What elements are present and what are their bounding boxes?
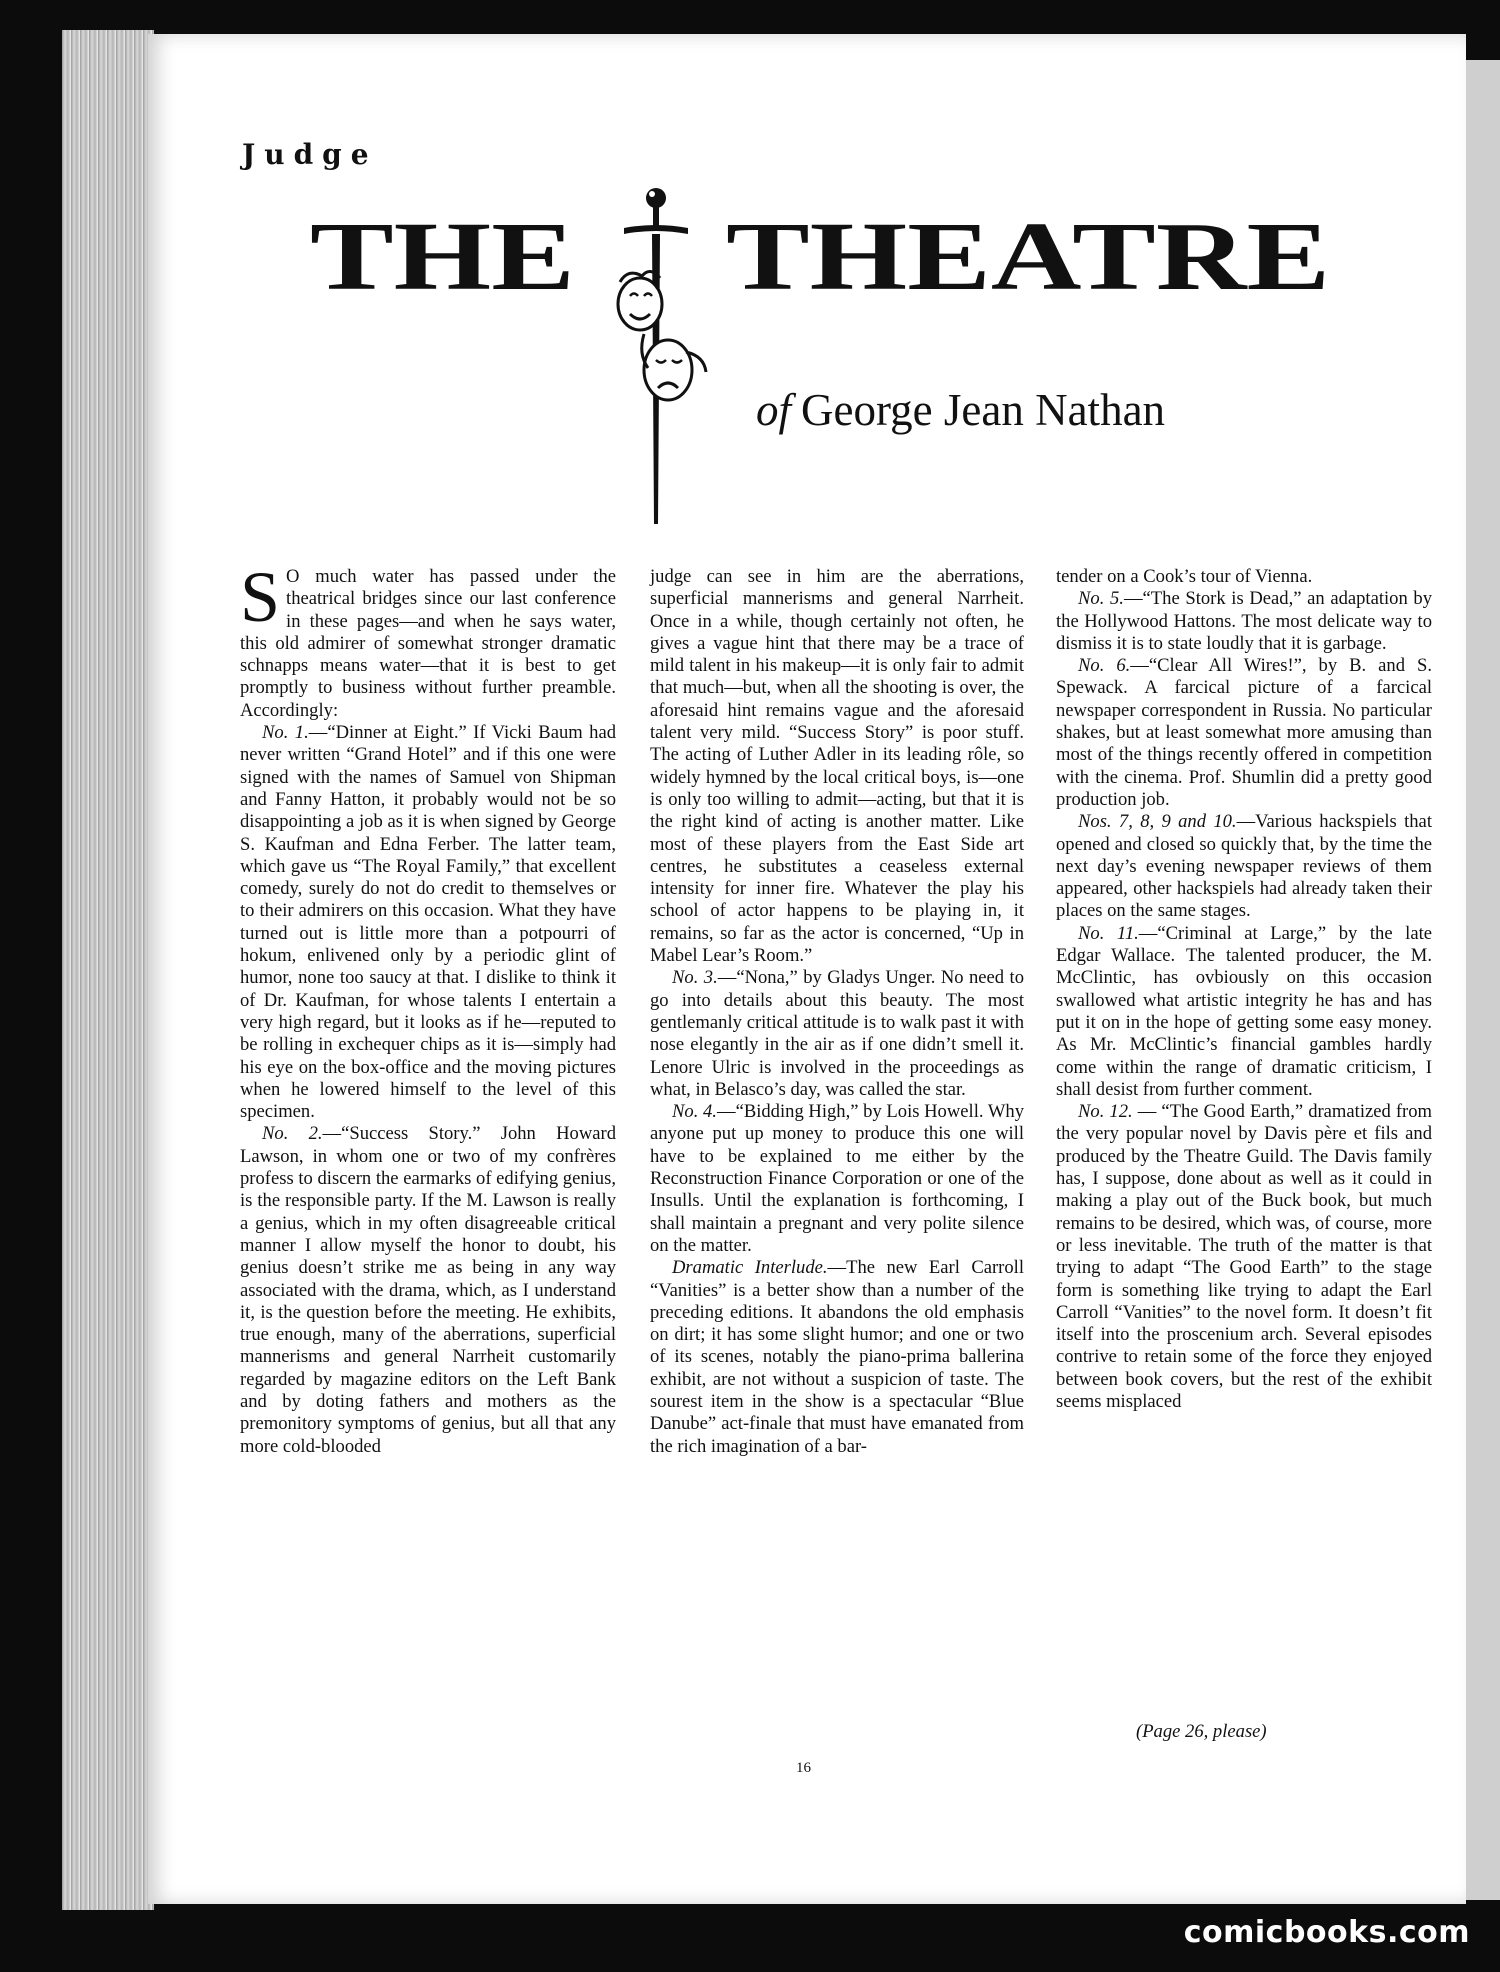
article-column-3	[1056, 566, 1432, 1413]
paragraph-text: O much water has passed under the theatrical bridges since our last conference in these pages—and when he says water, this old admirer of somewhat stronger dramatic schnapps means water—that it is best to get promptly to business without further preamble. Accordingly:	[240, 566, 616, 721]
article-paragraph	[1056, 655, 1432, 811]
article-paragraph	[650, 1101, 1024, 1257]
article-paragraph	[1056, 811, 1432, 922]
article-paragraph	[650, 566, 1024, 967]
continued-on-page-note: (Page 26, please)	[1136, 1721, 1267, 1742]
article-paragraph	[1056, 1101, 1432, 1413]
title-word-the: THE	[310, 203, 575, 311]
paragraph-lead: No. 4.	[672, 1101, 717, 1123]
article-paragraph	[1056, 588, 1432, 655]
paragraph-text: —“Criminal at Large,” by the late Edgar Wallace. The talented producer, the M. McClintic, has ovbiously on this occasion swallowed what artistic integrity he has and has put it on in the hope of getting some easy money. As Mr. McClintic’s financial gambles hardly come within the range of dramatic criticism, I shall desist from further comment.	[1056, 922, 1433, 1100]
facing-page-edge	[1466, 60, 1500, 1900]
article-paragraph	[240, 1123, 616, 1457]
paragraph-lead: No. 5.	[1078, 588, 1124, 610]
paragraph-lead: No. 6.	[1078, 655, 1131, 677]
paragraph-text: —“The Stork is Dead,” an adaptation by the Hollywood Hattons. The most delicate way to dismiss it is to state loudly that it is garbage.	[1056, 588, 1432, 654]
paragraph-text: —“Clear All Wires!”, by B. and S. Spewack. A farcical picture of a farcical newspaper correspondent in Russia. No particular shakes, but at least somewhat more amusing than most of the things recently offered in competition with the cinema. Prof. Shumlin did a pretty good production job.	[1056, 655, 1432, 810]
paragraph-text: —Various hackspiels that opened and closed so quickly that, by the time the next day’s evening newspaper reviews of them appeared, other hackspiels had already taken their places on the same stages.	[1056, 811, 1432, 922]
article-paragraph	[1056, 923, 1432, 1101]
paragraph-text: —“Success Story.” John Howard Lawson, in whom one or two of my confrères profess to discern the earmarks of edifying genius, is the responsible party. If the M. Lawson is really a genius, which in my often disagreeable critical manner I allow myself the honor to doubt, his genius doesn’t strike me as being in any way associated with the drama, which, as I understand it, is the question before the meeting. He exhibits, true enough, many of the aberrations, superficial mannerisms and general Narrheit customarily regarded by magazine editors on the Left Bank and by doting fathers and mothers as the premonitory symptoms of genius, but all that any more cold-blooded	[240, 1123, 616, 1457]
paragraph-text: — “The Good Earth,” dramatized from the very popular novel by Davis père et fils and produced by the Theatre Guild. The Davis family has, I suppose, done about as well as it could in making a play out of the Buck book, but much remains to be desired, which was, of course, more or less inevitable. The truth of the matter is that trying to adapt “The Good Earth” to the stage form is something like trying to adapt the Earl Carroll “Vanities” to the novel form. It doesn’t fit itself into the proscenium arch. Several episodes contrive to retain some of the force they enjoyed between book covers, but the rest of the exhibit seems misplaced	[1056, 1101, 1432, 1412]
site-watermark: comicbooks.com	[1183, 1915, 1470, 1950]
article-paragraph	[240, 557, 616, 722]
byline-prefix: of	[756, 385, 792, 435]
title-word-theatre: THEATRE	[726, 203, 1331, 311]
paragraph-lead: Dramatic Interlude.	[672, 1257, 828, 1279]
paragraph-text: —“Dinner at Eight.” If Vicki Baum had never written “Grand Hotel” and if this one were signed with the names of Samuel von Shipman and Fanny Hatton, it probably would not be so disappointing a job as it is when signed by George S. Kaufman and Edna Ferber. The latter team, which gave us “The Royal Family,” that excellent comedy, surely do not do credit to themselves or to their admirers on this occasion. What they have turned out is little more than a potpourri of hokum, enlivened only by a periodic glint of humor, none too saucy at that. I dislike to think it of Dr. Kaufman, for whose talents I entertain a very high regard, but it looks as if he—reputed to be rolling in exchequer chips as it is—simply had his eye on the box-office and the moving pictures when he lowered himself to the level of this specimen.	[240, 722, 616, 1123]
article-paragraph	[650, 967, 1024, 1101]
paragraph-lead: No. 2.	[262, 1123, 323, 1145]
paragraph-lead: No. 1.	[262, 722, 309, 744]
article-paragraph	[650, 1257, 1024, 1458]
paragraph-text: —The new Earl Carroll “Vanities” is a better show than a number of the preceding editions. It abandons the old emphasis on dirt; it has some slight humor; and one or two of its scenes, notably the piano-prima ballerina exhibit, are not without a suspicion of taste. The sourest item in the show is a spectacular “Blue Danube” act-finale that must have emanated from the rich imagination of a bar-	[650, 1257, 1024, 1457]
paragraph-text: judge can see in him are the aberrations, superficial mannerisms and general Narrheit. Once in a while, though certainly not often, he gives a vague hint that there may be a trace of mild talent in his makeup—it is only fair to admit that much—but, when all the shooting is over, the aforesaid hint remains vague and the aforesaid talent very mild. “Success Story” is poor stuff. The acting of Luther Adler in its leading rôle, so widely hymned by the local critical boys, is—one is only too willing to admit—acting, but that it is the right kind of acting is another matter. Like most of these players from the East Side art centres, he substitutes a ceaseless external intensity for inner fire. Whatever the play his school of actor happens to be playing in, it remains, so far as the actor is concerned, “Up in Mabel Lear’s Room.”	[650, 566, 1024, 967]
page-number: 16	[796, 1760, 811, 1776]
paragraph-lead: No. 3.	[672, 967, 718, 989]
article-column-1	[240, 557, 616, 1458]
sword-with-theatre-masks-icon	[596, 184, 726, 534]
paragraph-text: —“Bidding High,” by Lois Howell. Why anyone put up money to produce this one will have to be explained to me either by the Reconstruction Finance Corporation or one of the Insulls. Until the explanation is forthcoming, I shall maintain a pregnant and very polite silence on the matter.	[650, 1101, 1024, 1256]
book-page-edges	[62, 30, 154, 1910]
magazine-page	[148, 34, 1466, 1904]
paragraph-lead: No. 11.	[1078, 922, 1139, 944]
article-column-2	[650, 566, 1024, 1458]
paragraph-lead: No. 12.	[1078, 1101, 1133, 1123]
byline	[756, 384, 1165, 436]
drop-cap: S	[240, 557, 281, 637]
paragraph-lead: Nos. 7, 8, 9 and 10.	[1078, 811, 1237, 833]
paragraph-text: tender on a Cook’s tour of Vienna.	[1056, 566, 1313, 587]
byline-author: George Jean Nathan	[801, 385, 1166, 435]
magazine-brand: Judge	[242, 138, 378, 171]
article-paragraph	[240, 722, 616, 1123]
article-paragraph	[1056, 566, 1432, 588]
paragraph-text: —“Nona,” by Gladys Unger. No need to go into details about this beauty. The most gentlemanly critical attitude is to walk past it with nose elegantly in the air as if one didn’t smell it. Lenore Ulric is involved in the proceedings as what, in Belasco’s day, was called the star.	[650, 967, 1024, 1100]
